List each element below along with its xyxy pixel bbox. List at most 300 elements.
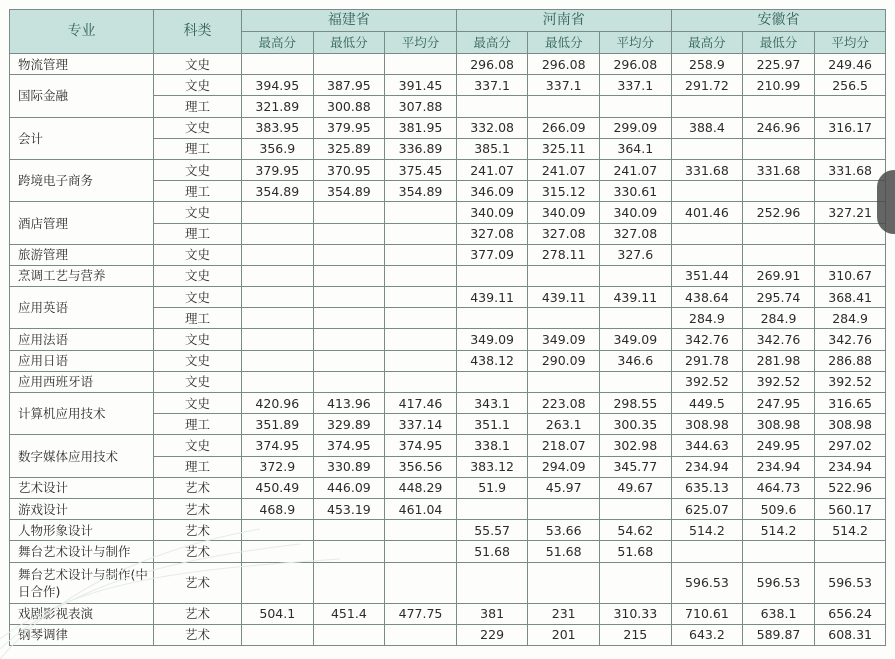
score-fujian-max: [242, 541, 314, 562]
score-anhui-avg: 392.52: [814, 371, 886, 392]
score-fujian-max: [242, 223, 314, 244]
score-fujian-min: 446.09: [313, 477, 385, 498]
score-henan-min: 231: [528, 603, 600, 624]
score-henan-max: 343.1: [456, 393, 528, 414]
score-anhui-min: 281.98: [743, 350, 815, 371]
score-henan-avg: 215: [600, 624, 672, 645]
score-anhui-avg: 560.17: [814, 498, 886, 519]
major-name: 应用英语: [10, 287, 154, 329]
score-anhui-min: 331.68: [743, 159, 815, 180]
major-name: 应用西班牙语: [10, 371, 154, 392]
score-henan-max: 383.12: [456, 456, 528, 477]
score-henan-min: 349.09: [528, 329, 600, 350]
score-fujian-max: [242, 308, 314, 329]
header-min: 最低分: [528, 32, 600, 54]
score-anhui-avg: 327.21: [814, 202, 886, 223]
score-anhui-min: 295.74: [743, 287, 815, 308]
subject-type: 艺术: [154, 520, 242, 541]
score-fujian-avg: 336.89: [385, 138, 457, 159]
subject-type: 文史: [154, 244, 242, 265]
table-header: [10, 10, 886, 54]
score-anhui-min: [743, 541, 815, 562]
header-province-fujian: 福建省: [242, 10, 457, 32]
score-henan-max: 241.07: [456, 159, 528, 180]
score-fujian-max: 379.95: [242, 159, 314, 180]
major-name: 舞台艺术设计与制作: [10, 541, 154, 562]
header-min: 最低分: [313, 32, 385, 54]
score-anhui-avg: [814, 244, 886, 265]
major-name: 旅游管理: [10, 244, 154, 265]
subject-type: 文史: [154, 159, 242, 180]
score-anhui-min: 210.99: [743, 75, 815, 96]
score-fujian-avg: 356.56: [385, 456, 457, 477]
score-fujian-avg: [385, 54, 457, 75]
table-row: [10, 350, 886, 371]
score-anhui-min: 249.95: [743, 435, 815, 456]
score-henan-avg: 310.33: [600, 603, 672, 624]
score-anhui-min: 252.96: [743, 202, 815, 223]
score-henan-min: [528, 96, 600, 117]
subject-type: 理工: [154, 223, 242, 244]
score-fujian-min: 325.89: [313, 138, 385, 159]
score-anhui-max: 342.76: [671, 329, 743, 350]
score-henan-avg: 299.09: [600, 117, 672, 138]
score-henan-min: 296.08: [528, 54, 600, 75]
subject-type: 理工: [154, 181, 242, 202]
score-henan-max: [456, 371, 528, 392]
score-fujian-max: 354.89: [242, 181, 314, 202]
score-fujian-min: 453.19: [313, 498, 385, 519]
score-fujian-min: [313, 244, 385, 265]
score-henan-max: 340.09: [456, 202, 528, 223]
score-henan-max: 55.57: [456, 520, 528, 541]
table-row: [10, 624, 886, 645]
subject-type: 文史: [154, 117, 242, 138]
score-fujian-avg: [385, 371, 457, 392]
score-fujian-avg: [385, 350, 457, 371]
score-fujian-avg: 477.75: [385, 603, 457, 624]
subject-type: 理工: [154, 138, 242, 159]
score-anhui-min: [743, 96, 815, 117]
score-fujian-avg: 381.95: [385, 117, 457, 138]
score-anhui-avg: [814, 541, 886, 562]
score-anhui-min: [743, 181, 815, 202]
admission-score-table-container: [9, 9, 886, 646]
score-henan-max: 439.11: [456, 287, 528, 308]
score-anhui-max: 710.61: [671, 603, 743, 624]
major-name: 应用日语: [10, 350, 154, 371]
score-anhui-min: 596.53: [743, 562, 815, 603]
subject-type: 艺术: [154, 541, 242, 562]
table-row: [10, 371, 886, 392]
score-henan-min: 340.09: [528, 202, 600, 223]
score-henan-min: 201: [528, 624, 600, 645]
header-max: 最高分: [671, 32, 743, 54]
score-henan-max: 377.09: [456, 244, 528, 265]
score-fujian-avg: 307.88: [385, 96, 457, 117]
major-name: 计算机应用技术: [10, 393, 154, 435]
score-anhui-max: [671, 181, 743, 202]
table-row: [10, 435, 886, 456]
score-henan-max: 51.68: [456, 541, 528, 562]
score-fujian-avg: 461.04: [385, 498, 457, 519]
score-henan-avg: 302.98: [600, 435, 672, 456]
score-fujian-min: 329.89: [313, 414, 385, 435]
score-fujian-max: [242, 371, 314, 392]
table-row: [10, 562, 886, 603]
score-fujian-min: [313, 541, 385, 562]
major-name: 物流管理: [10, 54, 154, 75]
score-henan-avg: 364.1: [600, 138, 672, 159]
score-anhui-avg: 331.68: [814, 159, 886, 180]
table-row: [10, 159, 886, 180]
score-henan-avg: [600, 96, 672, 117]
score-henan-avg: 54.62: [600, 520, 672, 541]
score-anhui-avg: 256.5: [814, 75, 886, 96]
score-anhui-max: 351.44: [671, 265, 743, 286]
score-anhui-avg: 316.65: [814, 393, 886, 414]
score-anhui-max: 449.5: [671, 393, 743, 414]
table-row: [10, 287, 886, 308]
score-anhui-avg: [814, 138, 886, 159]
score-anhui-avg: 310.67: [814, 265, 886, 286]
score-anhui-avg: 522.96: [814, 477, 886, 498]
subject-type: 理工: [154, 96, 242, 117]
score-fujian-avg: [385, 624, 457, 645]
score-fujian-avg: [385, 265, 457, 286]
table-row: [10, 498, 886, 519]
score-fujian-avg: [385, 329, 457, 350]
score-fujian-max: [242, 520, 314, 541]
header-max: 最高分: [456, 32, 528, 54]
subject-type: 文史: [154, 265, 242, 286]
table-row: [10, 603, 886, 624]
score-henan-min: 53.66: [528, 520, 600, 541]
subject-type: 文史: [154, 287, 242, 308]
score-henan-max: 346.09: [456, 181, 528, 202]
score-henan-avg: 330.61: [600, 181, 672, 202]
score-anhui-max: 284.9: [671, 308, 743, 329]
score-anhui-max: 392.52: [671, 371, 743, 392]
score-henan-min: [528, 498, 600, 519]
score-anhui-min: 638.1: [743, 603, 815, 624]
score-fujian-min: [313, 223, 385, 244]
score-anhui-max: 438.64: [671, 287, 743, 308]
major-name: 酒店管理: [10, 202, 154, 244]
score-anhui-avg: 596.53: [814, 562, 886, 603]
score-fujian-max: [242, 287, 314, 308]
score-fujian-min: [313, 520, 385, 541]
score-fujian-max: 321.89: [242, 96, 314, 117]
header-province-anhui: 安徽省: [671, 10, 886, 32]
score-fujian-min: [313, 562, 385, 603]
score-henan-min: 294.09: [528, 456, 600, 477]
subject-type: 理工: [154, 414, 242, 435]
score-henan-min: 337.1: [528, 75, 600, 96]
header-avg: 平均分: [814, 32, 886, 54]
score-henan-max: 229: [456, 624, 528, 645]
score-henan-max: 338.1: [456, 435, 528, 456]
score-anhui-avg: 234.94: [814, 456, 886, 477]
score-henan-avg: 327.08: [600, 223, 672, 244]
score-anhui-max: 596.53: [671, 562, 743, 603]
admission-score-table: [9, 9, 886, 646]
subject-type: 理工: [154, 456, 242, 477]
score-fujian-avg: 354.89: [385, 181, 457, 202]
score-anhui-avg: 514.2: [814, 520, 886, 541]
score-henan-max: 351.1: [456, 414, 528, 435]
score-anhui-max: 401.46: [671, 202, 743, 223]
score-henan-avg: [600, 562, 672, 603]
score-fujian-max: [242, 562, 314, 603]
table-row: [10, 329, 886, 350]
score-anhui-max: 258.9: [671, 54, 743, 75]
score-anhui-avg: [814, 223, 886, 244]
major-name: 跨境电子商务: [10, 159, 154, 201]
table-row: [10, 520, 886, 541]
score-fujian-max: [242, 350, 314, 371]
score-fujian-max: 468.9: [242, 498, 314, 519]
subject-type: 艺术: [154, 477, 242, 498]
score-henan-max: [456, 265, 528, 286]
score-fujian-avg: 374.95: [385, 435, 457, 456]
score-anhui-avg: [814, 96, 886, 117]
major-name: 钢琴调律: [10, 624, 154, 645]
score-anhui-max: 308.98: [671, 414, 743, 435]
subject-type: 文史: [154, 329, 242, 350]
score-henan-avg: 241.07: [600, 159, 672, 180]
score-henan-avg: 439.11: [600, 287, 672, 308]
table-body: [10, 54, 886, 646]
score-anhui-max: 331.68: [671, 159, 743, 180]
subject-type: 艺术: [154, 603, 242, 624]
major-name: 舞台艺术设计与制作(中日合作): [10, 562, 154, 603]
score-fujian-avg: [385, 520, 457, 541]
table-row: [10, 477, 886, 498]
subject-type: 文史: [154, 371, 242, 392]
major-name: 艺术设计: [10, 477, 154, 498]
score-henan-min: 45.97: [528, 477, 600, 498]
score-henan-max: 296.08: [456, 54, 528, 75]
score-anhui-max: 291.72: [671, 75, 743, 96]
score-fujian-avg: 337.14: [385, 414, 457, 435]
score-henan-max: [456, 96, 528, 117]
score-fujian-avg: [385, 244, 457, 265]
score-henan-avg: [600, 371, 672, 392]
score-henan-min: 290.09: [528, 350, 600, 371]
score-fujian-min: 354.89: [313, 181, 385, 202]
score-fujian-max: 504.1: [242, 603, 314, 624]
score-anhui-avg: 286.88: [814, 350, 886, 371]
major-name: 戏剧影视表演: [10, 603, 154, 624]
table-row: [10, 265, 886, 286]
score-fujian-max: 394.95: [242, 75, 314, 96]
score-fujian-min: 374.95: [313, 435, 385, 456]
score-henan-avg: 337.1: [600, 75, 672, 96]
score-anhui-min: [743, 244, 815, 265]
score-fujian-avg: 375.45: [385, 159, 457, 180]
major-name: 烹调工艺与营养: [10, 265, 154, 286]
table-row: [10, 75, 886, 96]
subject-type: 理工: [154, 308, 242, 329]
subject-type: 艺术: [154, 498, 242, 519]
score-fujian-min: 413.96: [313, 393, 385, 414]
score-anhui-max: [671, 223, 743, 244]
score-fujian-max: 383.95: [242, 117, 314, 138]
score-fujian-max: [242, 329, 314, 350]
score-henan-avg: 51.68: [600, 541, 672, 562]
score-henan-min: 327.08: [528, 223, 600, 244]
score-anhui-avg: 297.02: [814, 435, 886, 456]
score-fujian-avg: [385, 223, 457, 244]
score-henan-avg: 346.6: [600, 350, 672, 371]
major-name: 会计: [10, 117, 154, 159]
score-anhui-min: [743, 138, 815, 159]
score-fujian-min: 330.89: [313, 456, 385, 477]
score-henan-min: 266.09: [528, 117, 600, 138]
score-henan-min: [528, 265, 600, 286]
score-fujian-avg: [385, 287, 457, 308]
score-anhui-max: [671, 96, 743, 117]
score-anhui-min: 392.52: [743, 371, 815, 392]
score-fujian-min: [313, 329, 385, 350]
header-min: 最低分: [743, 32, 815, 54]
header-avg: 平均分: [600, 32, 672, 54]
score-fujian-min: [313, 265, 385, 286]
score-anhui-avg: 342.76: [814, 329, 886, 350]
score-henan-max: 349.09: [456, 329, 528, 350]
score-fujian-min: 451.4: [313, 603, 385, 624]
score-henan-min: 241.07: [528, 159, 600, 180]
score-henan-max: 385.1: [456, 138, 528, 159]
score-fujian-min: [313, 350, 385, 371]
major-name: 游戏设计: [10, 498, 154, 519]
header-type: 科类: [154, 10, 242, 54]
score-henan-min: [528, 562, 600, 603]
score-fujian-avg: [385, 541, 457, 562]
score-fujian-avg: [385, 202, 457, 223]
score-anhui-avg: 368.41: [814, 287, 886, 308]
score-henan-avg: 345.77: [600, 456, 672, 477]
subject-type: 文史: [154, 54, 242, 75]
score-anhui-max: 625.07: [671, 498, 743, 519]
score-henan-max: 327.08: [456, 223, 528, 244]
score-anhui-min: 234.94: [743, 456, 815, 477]
score-fujian-min: [313, 54, 385, 75]
subject-type: 文史: [154, 350, 242, 371]
score-henan-min: 223.08: [528, 393, 600, 414]
score-anhui-min: 284.9: [743, 308, 815, 329]
score-henan-avg: 349.09: [600, 329, 672, 350]
score-fujian-max: [242, 202, 314, 223]
score-fujian-max: 372.9: [242, 456, 314, 477]
score-henan-max: [456, 562, 528, 603]
score-fujian-avg: 417.46: [385, 393, 457, 414]
score-anhui-avg: 284.9: [814, 308, 886, 329]
score-henan-min: 325.11: [528, 138, 600, 159]
score-anhui-max: [671, 138, 743, 159]
score-henan-avg: 300.35: [600, 414, 672, 435]
subject-type: 文史: [154, 202, 242, 223]
score-anhui-avg: 249.46: [814, 54, 886, 75]
score-fujian-max: [242, 265, 314, 286]
score-henan-avg: 296.08: [600, 54, 672, 75]
score-anhui-min: 342.76: [743, 329, 815, 350]
score-anhui-max: 514.2: [671, 520, 743, 541]
score-henan-max: 381: [456, 603, 528, 624]
subject-type: 文史: [154, 435, 242, 456]
score-fujian-min: [313, 308, 385, 329]
header-major: 专业: [10, 10, 154, 54]
score-anhui-avg: 608.31: [814, 624, 886, 645]
score-fujian-min: [313, 371, 385, 392]
score-anhui-min: 247.95: [743, 393, 815, 414]
table-row: [10, 393, 886, 414]
score-fujian-max: [242, 244, 314, 265]
score-fujian-max: [242, 54, 314, 75]
score-fujian-min: 379.95: [313, 117, 385, 138]
score-anhui-max: 291.78: [671, 350, 743, 371]
major-name: 国际金融: [10, 75, 154, 117]
score-henan-avg: [600, 265, 672, 286]
score-anhui-min: 514.2: [743, 520, 815, 541]
header-province-henan: 河南省: [456, 10, 671, 32]
score-fujian-max: 374.95: [242, 435, 314, 456]
subject-type: 文史: [154, 75, 242, 96]
score-henan-max: [456, 308, 528, 329]
score-henan-max: [456, 498, 528, 519]
score-henan-min: [528, 371, 600, 392]
score-fujian-avg: [385, 308, 457, 329]
score-anhui-min: 308.98: [743, 414, 815, 435]
score-anhui-max: 344.63: [671, 435, 743, 456]
subject-type: 艺术: [154, 624, 242, 645]
score-anhui-max: 388.4: [671, 117, 743, 138]
score-anhui-avg: 656.24: [814, 603, 886, 624]
score-anhui-min: 509.6: [743, 498, 815, 519]
score-fujian-min: 300.88: [313, 96, 385, 117]
score-henan-max: 51.9: [456, 477, 528, 498]
table-row: [10, 244, 886, 265]
score-fujian-min: 370.95: [313, 159, 385, 180]
score-anhui-min: 464.73: [743, 477, 815, 498]
score-fujian-max: 450.49: [242, 477, 314, 498]
score-anhui-min: 269.91: [743, 265, 815, 286]
score-fujian-avg: 448.29: [385, 477, 457, 498]
score-anhui-max: [671, 541, 743, 562]
score-henan-min: 263.1: [528, 414, 600, 435]
major-name: 人物形象设计: [10, 520, 154, 541]
score-henan-max: 332.08: [456, 117, 528, 138]
score-henan-min: 218.07: [528, 435, 600, 456]
score-henan-avg: [600, 498, 672, 519]
score-fujian-min: [313, 287, 385, 308]
score-anhui-max: 234.94: [671, 456, 743, 477]
score-fujian-min: 387.95: [313, 75, 385, 96]
score-anhui-min: 225.97: [743, 54, 815, 75]
score-henan-min: [528, 308, 600, 329]
score-henan-min: 315.12: [528, 181, 600, 202]
score-fujian-min: [313, 202, 385, 223]
score-henan-min: 278.11: [528, 244, 600, 265]
score-fujian-max: [242, 624, 314, 645]
score-anhui-avg: [814, 181, 886, 202]
score-anhui-avg: 316.17: [814, 117, 886, 138]
scroll-handle[interactable]: [877, 170, 895, 234]
score-henan-min: 439.11: [528, 287, 600, 308]
score-fujian-max: 356.9: [242, 138, 314, 159]
table-row: [10, 54, 886, 75]
